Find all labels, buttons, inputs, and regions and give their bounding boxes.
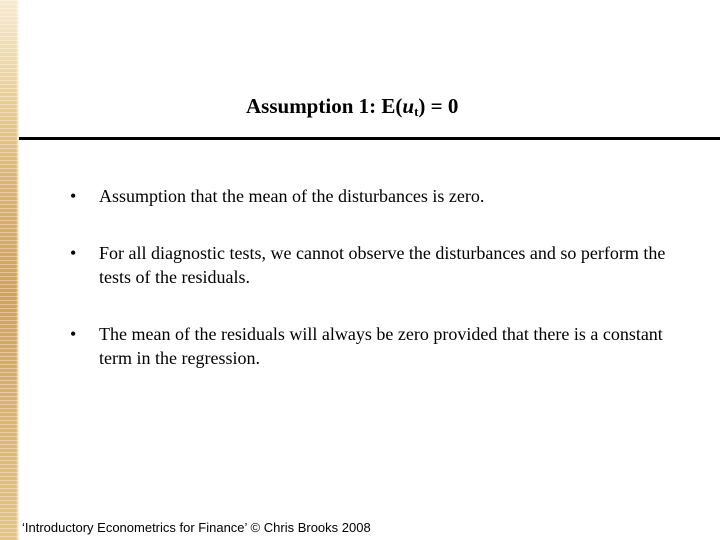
- title-divider: [19, 137, 720, 140]
- bullet-icon: •: [70, 186, 77, 206]
- bullet-icon: •: [70, 243, 77, 263]
- title-variable: u: [402, 94, 415, 118]
- slide-title: [246, 92, 458, 126]
- bullet-text: Assumption that the mean of the disturbances is zero.: [99, 186, 485, 206]
- bullet-text: For all diagnostic tests, we cannot observe the disturbances and so perform the tests of the residuals.: [99, 243, 666, 287]
- bullet-text: The mean of the residuals will always be zero provided that there is a constant term in the regression.: [99, 324, 663, 368]
- bullet-item: [70, 184, 680, 208]
- footer-credit: ‘Introductory Econometrics for Finance’ © Chris Brooks 2008: [22, 520, 371, 535]
- decorative-left-strip: [0, 0, 19, 540]
- title-suffix: ) = 0: [418, 94, 459, 118]
- bullet-list: [70, 184, 680, 370]
- bullet-item: [70, 241, 680, 289]
- title-prefix: Assumption 1: E(: [246, 94, 403, 118]
- bullet-icon: •: [70, 324, 77, 344]
- title-subscript: t: [414, 104, 419, 119]
- bullet-item: [70, 322, 680, 370]
